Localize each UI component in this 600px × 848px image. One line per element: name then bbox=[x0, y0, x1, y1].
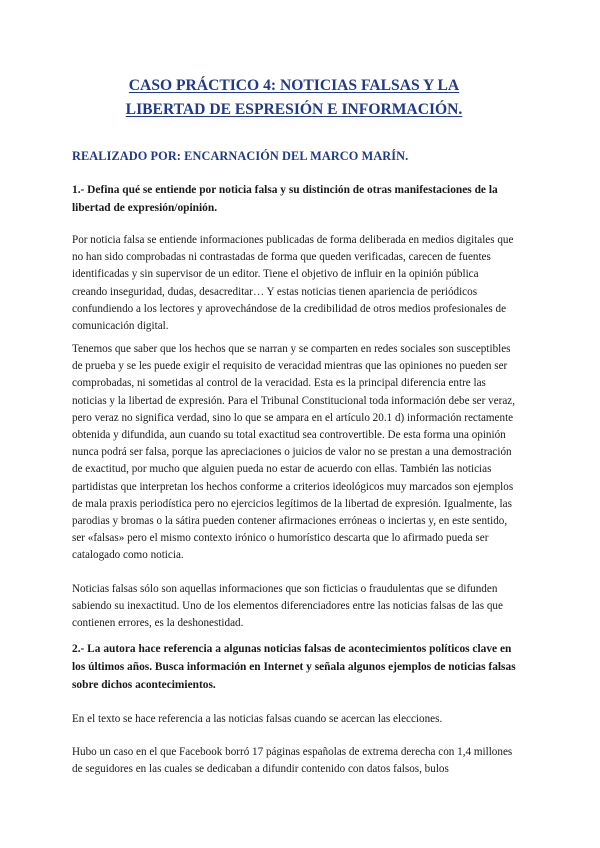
paragraph-2: Tenemos que saber que los hechos que se narran y se comparten en redes sociales son susceptibles de prueba y se les puede exigir el requisito de veracidad mientras que las opiniones no pueden ser comprobadas, ni sometidas al control de la veracidad. Esta es la principal diferencia entre las noticias y la libertad de expresión. Para el Tribunal Constitucional toda información debe ser veraz, pero veraz no significa verdad, sino lo que se ampara en el artículo 20.1 d) información rectamente obtenida y difundida, aun cuando su total exactitud sea controvertible. De esta forma una opinión nunca podrá ser falsa, porque las apreciaciones o juicios de valor no se prestan a una demostración de exactitud, por mucho que alguien pueda no estar de acuerdo con ellas. También las noticias partidistas que interpretan los hechos conforme a criterios ideológicos muy marcados son ejemplos de mala praxis periodística pero no ejercicios legítimos de la libertad de expresión. Igualmente, las parodias y bromas o la sátira pueden contener afirmaciones erróneas o inciertas y, en este sentido, ser «falsas» pero el mismo contexto irónico o humorístico descarta que lo afirmado pueda ser catalogado como noticia. bbox=[72, 343, 516, 562]
question-1: 1.- Defina qué se entiende por noticia falsa y su distinción de otras manifestaciones de la libertad de expresión/opinión. bbox=[72, 184, 498, 215]
answer-2-paragraph-2: Hubo un caso en el que Facebook borró 17 páginas españolas de extrema derecha con 1,4 millones de seguidores en las cuales se dedicaban a difundir contenido con datos falsos, bulos bbox=[72, 746, 513, 776]
paragraph-3: Noticias falsas sólo son aquellas informaciones que son ficticias o fraudulentas que se difunden sabiendo su inexactitud. Uno de los elementos diferenciadores entre las noticias falsas de las que contienen errores, es la deshonestidad. bbox=[72, 583, 503, 630]
title-line-2: LIBERTAD DE ESPRESIÓN E INFORMACIÓN. bbox=[125, 101, 463, 118]
answer-2-paragraph-1: En el texto se hace referencia a las noticias falsas cuando se acercan las elecciones. bbox=[72, 713, 443, 725]
paragraph-1: Por noticia falsa se entiende informaciones publicadas de forma deliberada en medios digitales que no han sido comprobadas ni contrastadas de forma que queden verificadas, carecen de fuentes identificadas y sin supervisor de un editor. Tiene el objetivo de influir en la opinión pública creando inseguridad, dudas, desacreditar… Y estas noticias tienen apariencia de periódicos confundiendo a los lectores y aprovechándose de la credibilidad de otros medios profesionales de comunicación digital. bbox=[72, 234, 514, 333]
title-line-1: CASO PRÁCTICO 4: NOTICIAS FALSAS Y LA bbox=[128, 77, 460, 94]
question-2: 2.- La autora hace referencia a algunas noticias falsas de acontecimientos políticos clave en los últimos años. Busca información en Internet y señala algunos ejemplos de noticias falsas sobre dichos acontecimientos. bbox=[72, 643, 516, 692]
document-title bbox=[72, 0, 516, 122]
author-line: REALIZADO POR: ENCARNACIÓN DEL MARCO MARÍN. bbox=[72, 149, 409, 163]
